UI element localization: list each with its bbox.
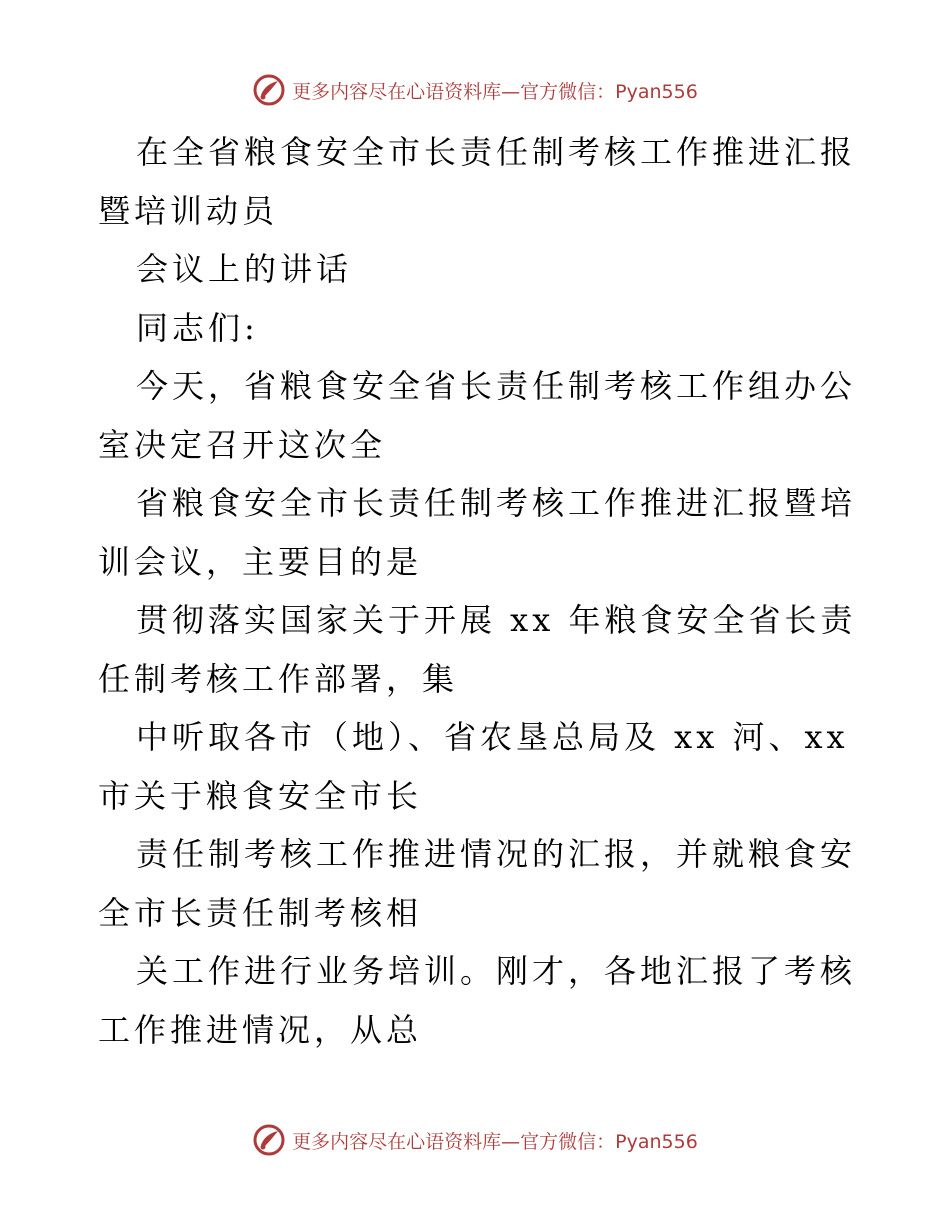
footer-watermark <box>0 1120 950 1160</box>
brush-seal-icon <box>252 1123 286 1157</box>
paragraph-7: 中听取各市（地）、省农垦总局及 xx 河、xx 市关于粮食安全市长 <box>98 718 849 815</box>
paragraph-2: 会议上的讲话 <box>136 250 353 288</box>
brush-seal-icon <box>252 73 286 107</box>
paragraph-6: 贯彻落实国家关于开展 xx 年粮食安全省长责任制考核工作部署，集 <box>98 601 857 698</box>
paragraph-1: 在全省粮食安全市长责任制考核工作推进汇报暨培训动员 <box>98 133 857 230</box>
header-watermark <box>0 70 950 110</box>
paragraph-8: 责任制考核工作推进情况的汇报，并就粮食安全市长责任制考核相 <box>98 835 857 932</box>
paragraph-5: 省粮食安全市长责任制考核工作推进汇报暨培训会议，主要目的是 <box>98 484 857 581</box>
watermark-text: 更多内容尽在心语资料库—官方微信：Pyan556 <box>292 80 698 103</box>
paragraph-9: 关工作进行业务培训。刚才，各地汇报了考核工作推进情况，从总 <box>98 952 857 1049</box>
paragraph-3: 同志们: <box>136 308 259 347</box>
watermark-text: 更多内容尽在心语资料库—官方微信：Pyan556 <box>292 1130 698 1153</box>
speech-body <box>98 123 858 1059</box>
paragraph-4: 今天，省粮食安全省长责任制考核工作组办公室决定召开这次全 <box>98 367 857 464</box>
